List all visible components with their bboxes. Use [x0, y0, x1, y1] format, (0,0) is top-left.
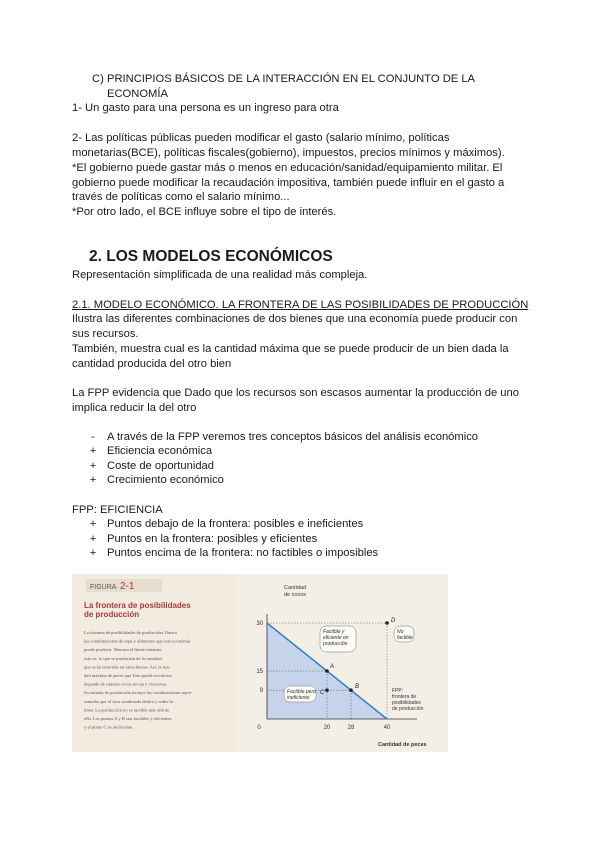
list-bullet: -	[91, 431, 95, 443]
list-item: Eficiencia económica	[107, 445, 213, 457]
caption-line: esto es, lo que se produciría de la cantidad	[84, 655, 162, 661]
x-tick-label: 28	[347, 725, 355, 731]
figure-title-line2: de producción	[84, 610, 140, 619]
paragraph-politicas-l3: *El gobierno puede gastar más o menos en educación/sanidad/equipamiento militar. El	[72, 162, 503, 174]
point-label: C	[320, 690, 325, 697]
figure-fpp	[72, 574, 448, 752]
annotation-text: producción	[323, 641, 348, 647]
caption-line: depende de cuántos cocos recoja y viceversa.	[84, 681, 168, 687]
point-c	[325, 688, 329, 692]
x-axis-label: Cantidad de peces	[378, 742, 427, 748]
paragraph-politicas-l5: través de políticas como el salario mínimo...	[72, 191, 290, 203]
list-item: Puntos debajo de la frontera: posibles e ineficientes	[107, 518, 364, 530]
caption-line: puede producir. Muestra el límite máximo,	[84, 647, 163, 653]
list-item: Puntos en la frontera: posibles y eficientes	[107, 533, 318, 545]
paragraph-politicas-l4: gobierno puede modificar la recaudación impositiva, también puede influir en el gasto a	[72, 177, 505, 189]
y-tick-label: 9	[259, 688, 263, 695]
list-bullet: +	[89, 445, 97, 457]
figure-number: 2-1	[120, 581, 135, 592]
subheading-fpp: 2.1. MODELO ECONÓMICO. LA FRONTERA DE LAS POSIBILIDADES DE PRODUCCIÓN	[72, 299, 529, 311]
paragraph-gasto-ingreso: 1- Un gasto para una persona es un ingreso para otra	[72, 102, 339, 114]
list-bullet: +	[89, 518, 97, 530]
section-c-title-cont: ECONOMÍA	[107, 88, 168, 100]
figure-canvas	[72, 574, 448, 752]
list-item: A través de la FPP veremos tres conceptos básicos del análisis económico	[107, 431, 479, 443]
caption-line: dad máxima de peces que Tom puede recolectar	[84, 673, 172, 678]
figure-title-line1: La frontera de posibilidades	[84, 601, 191, 610]
caption-line: línea. La producción no es factible más allá de	[84, 707, 170, 713]
caption-line: La frontera de posibilidades de producción. Ilustra	[84, 630, 177, 635]
paragraph-ilustra-l2: sus recursos.	[72, 328, 139, 340]
caption-line: sentadas por el área sombreada dentro y sobre la	[84, 698, 174, 704]
caption-line: las combinaciones de ropa y alimentos que esta economía	[84, 638, 191, 644]
list-bullet: +	[89, 547, 97, 559]
paragraph-politicas-l2: monetarias(BCE), políticas fiscales(gobierno), impuestos, precios mínimos y máximos).	[72, 147, 505, 159]
annotation-text: factible	[397, 635, 413, 641]
point-d	[385, 621, 389, 625]
paragraph-politicas-l6: *Por otro lado, el BCE influye sobre el tipo de interés.	[72, 206, 337, 218]
x-tick-label: 0	[257, 725, 261, 731]
list-bullet: +	[89, 474, 97, 486]
paragraph-ilustra-l1: Ilustra las diferentes combinaciones de dos bienes que una economía puede producir con	[72, 313, 518, 325]
list-item: Puntos encima de la frontera: no factibles o imposibles	[107, 547, 379, 559]
annotation-text: Factible pero	[287, 689, 316, 695]
x-tick-label: 20	[323, 725, 331, 731]
point-label: D	[391, 618, 396, 624]
y-tick-label: 30	[256, 621, 263, 627]
list-item: Crecimiento económico	[107, 474, 224, 486]
annotation-text: posibilidades	[392, 700, 421, 706]
point-label: A	[330, 664, 335, 670]
list-bullet: +	[89, 460, 97, 472]
point-a	[325, 669, 329, 673]
caption-line: que se ha invertido en otros bienes. Así, la fun-	[84, 664, 171, 670]
annotation-text: de producción	[392, 706, 424, 712]
annotation-text: FPP:	[392, 688, 404, 694]
paragraph-fpp-evidencia-l2: implica reducir la del otro	[72, 402, 197, 414]
paragraph-ilustra-l4: cantidad producida del otro bien	[72, 358, 232, 370]
paragraph-fpp-evidencia-l1: La FPP evidencia que Dado que los recursos son escasos aumentar la producción de uno	[72, 387, 519, 399]
point-b	[349, 688, 353, 692]
paragraph-politicas-l1: 2- Las políticas públicas pueden modificar el gasto (salario mínimo, políticas	[72, 132, 450, 144]
fpp-eficiencia-title: FPP: EFICIENCIA	[72, 504, 163, 516]
list-bullet: +	[89, 533, 97, 545]
list-item: Coste de oportunidad	[107, 460, 214, 472]
point-label: B	[355, 684, 360, 691]
caption-line: Su entrada de producción incluye las combinaciones repre-	[84, 690, 193, 696]
annotation-text: Factible y	[323, 629, 345, 635]
annotation-text: ineficiente	[287, 695, 310, 701]
paragraph-representacion: Representación simplificada de una realidad más compleja.	[72, 269, 368, 281]
paragraph-ilustra-l3: También, muestra cual es la cantidad máxima que se puede producir de un bien dada la	[72, 343, 509, 355]
y-tick-label: 15	[256, 669, 263, 675]
caption-line: y el punto C es ineficiente.	[84, 724, 134, 730]
annotation-text: frontera de	[392, 694, 417, 700]
caption-line: ella. Los puntos A y B son factibles y eficientes,	[84, 716, 173, 721]
heading-modelos-economicos: 2. LOS MODELOS ECONÓMICOS	[89, 248, 333, 265]
figure-label: FIGURA	[90, 584, 117, 591]
section-c-title: PRINCIPIOS BÁSICOS DE LA INTERACCIÓN EN EL CONJUNTO DE LA	[107, 73, 476, 85]
annotation-text: eficiente en	[323, 635, 349, 641]
x-tick-label: 40	[383, 725, 391, 731]
y-axis-label: Cantidad de cocos	[284, 585, 307, 598]
annotation-text: No	[397, 629, 404, 635]
section-c-marker: C)	[92, 73, 104, 85]
